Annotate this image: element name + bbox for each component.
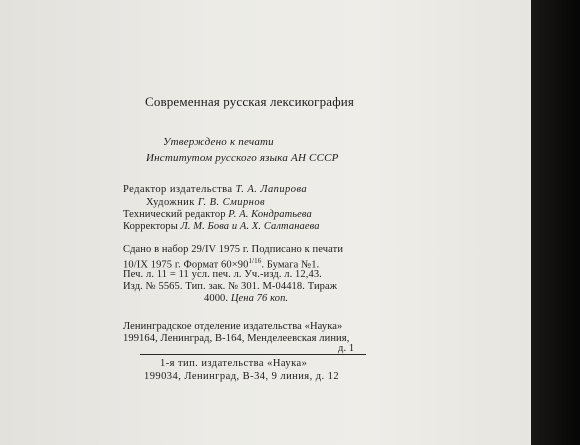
approval-line-2: Институтом русского языка АН СССР xyxy=(146,152,339,164)
tech-editor-name: Р. А. Кондратьева xyxy=(228,209,312,220)
editor-name: Т. А. Лапирова xyxy=(235,184,308,195)
publisher-line-2: 199164, Ленинград, В-164, Менделеевская линия, xyxy=(123,333,350,344)
print-info-line-1: Сдано в набор 29/IV 1975 г. Подписано к печати xyxy=(123,244,344,255)
tech-editor-credit xyxy=(123,210,312,221)
tech-editor-role: Технический редактор xyxy=(123,209,226,220)
approval-line-1: Утверждено к печати xyxy=(163,136,274,148)
print-date-and-format: 10/IX 1975 г. Формат 60×90 xyxy=(123,259,249,271)
proofreaders-role: Корректоры xyxy=(123,221,178,232)
proofreaders-names: Л. М. Бова и А. Х. Салтанаева xyxy=(180,221,320,232)
paper-number: . Бумага №1. xyxy=(261,259,320,271)
proofreaders-credit xyxy=(123,222,320,233)
artist-name: Г. В. Смирнов xyxy=(197,197,266,208)
print-run: 4000. xyxy=(204,293,229,304)
print-info-line-5 xyxy=(204,294,288,305)
printer-line-1: 1-я тип. издательства «Наука» xyxy=(160,358,308,369)
price: Цена 76 коп. xyxy=(230,293,289,304)
editor-role: Редактор издательства xyxy=(123,184,233,195)
book-title: Современная русская лексикография xyxy=(145,94,355,109)
artist-credit xyxy=(146,198,265,209)
print-info-line-3: Печ. л. 11 = 11 усл. печ. л. Уч.-изд. л. 12,43. xyxy=(123,269,322,280)
publisher-line-3: д. 1 xyxy=(338,343,355,354)
artist-role: Художник xyxy=(146,197,195,208)
printer-line-2: 199034, Ленинград, В-34, 9 линия, д. 12 xyxy=(144,371,340,382)
editor-credit xyxy=(123,185,307,196)
separator-rule xyxy=(140,354,366,355)
print-info-line-4: Изд. № 5565. Тип. зак. № 301. М-04418. Тираж xyxy=(123,281,338,292)
publisher-line-1: Ленинградское отделение издательства «Наука» xyxy=(123,321,343,332)
format-fraction: 1/16 xyxy=(248,257,262,265)
scan-dark-edge xyxy=(531,0,580,445)
